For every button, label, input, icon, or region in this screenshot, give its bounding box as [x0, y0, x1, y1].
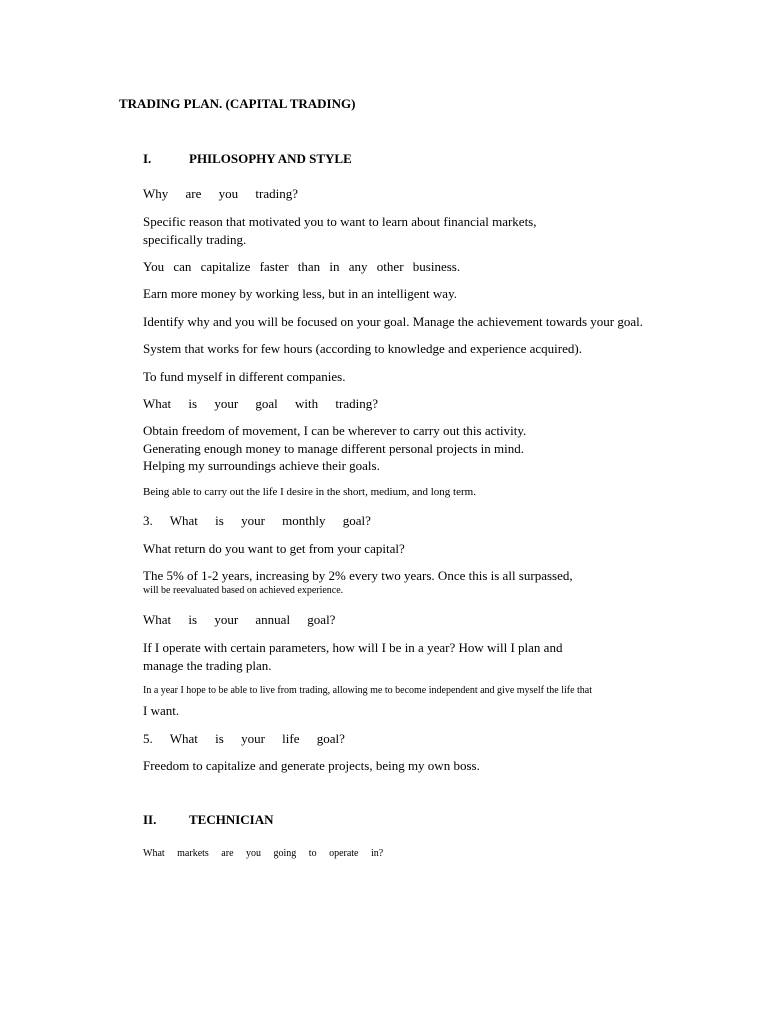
paragraph-line: specifically trading. [143, 232, 247, 247]
question-markets: What markets are you going to operate in? [143, 848, 384, 859]
section-heading: TECHNICIAN [189, 812, 274, 827]
section-heading: PHILOSOPHY AND STYLE [189, 151, 352, 166]
paragraph-line: Specific reason that motivated you to want to learn about financial markets, [143, 214, 537, 229]
section-number: II. [143, 812, 157, 827]
paragraph-line: I want. [143, 703, 180, 718]
document-title: TRADING PLAN. (CAPITAL TRADING) [119, 96, 356, 111]
paragraph-line: manage the trading plan. [143, 658, 272, 673]
paragraph-line: Identify why and you will be focused on your goal. Manage the achievement towards your goal. [143, 314, 643, 329]
question-monthly-goal: 3. What is your monthly goal? [143, 513, 371, 528]
paragraph-line: Generating enough money to manage different personal projects in mind. [143, 441, 524, 456]
paragraph-line: will be reevaluated based on achieved experience. [143, 585, 344, 596]
paragraph-line: In a year I hope to be able to live from trading, allowing me to become independent and give myself the life that [143, 685, 593, 696]
question-annual-goal: What is your annual goal? [143, 612, 336, 627]
paragraph-line: System that works for few hours (according to knowledge and experience acquired). [143, 341, 582, 356]
paragraph-line: The 5% of 1-2 years, increasing by 2% every two years. Once this is all surpassed, [143, 568, 573, 583]
paragraph-line: Helping my surroundings achieve their goals. [143, 458, 380, 473]
question-why-trading: Why are you trading? [143, 186, 298, 201]
paragraph-line: What return do you want to get from your capital? [143, 541, 405, 556]
question-life-goal: 5. What is your life goal? [143, 731, 345, 746]
paragraph-line: If I operate with certain parameters, how will I be in a year? How will I plan and [143, 640, 563, 655]
paragraph-line: You can capitalize faster than in any other business. [143, 259, 461, 274]
paragraph-line: Obtain freedom of movement, I can be wherever to carry out this activity. [143, 423, 527, 438]
question-goal-trading: What is your goal with trading? [143, 396, 378, 411]
paragraph-line: Earn more money by working less, but in an intelligent way. [143, 286, 457, 301]
section-number: I. [143, 151, 152, 166]
paragraph-line: To fund myself in different companies. [143, 369, 346, 384]
paragraph-line: Being able to carry out the life I desire in the short, medium, and long term. [143, 486, 476, 498]
paragraph-line: Freedom to capitalize and generate projects, being my own boss. [143, 758, 480, 773]
